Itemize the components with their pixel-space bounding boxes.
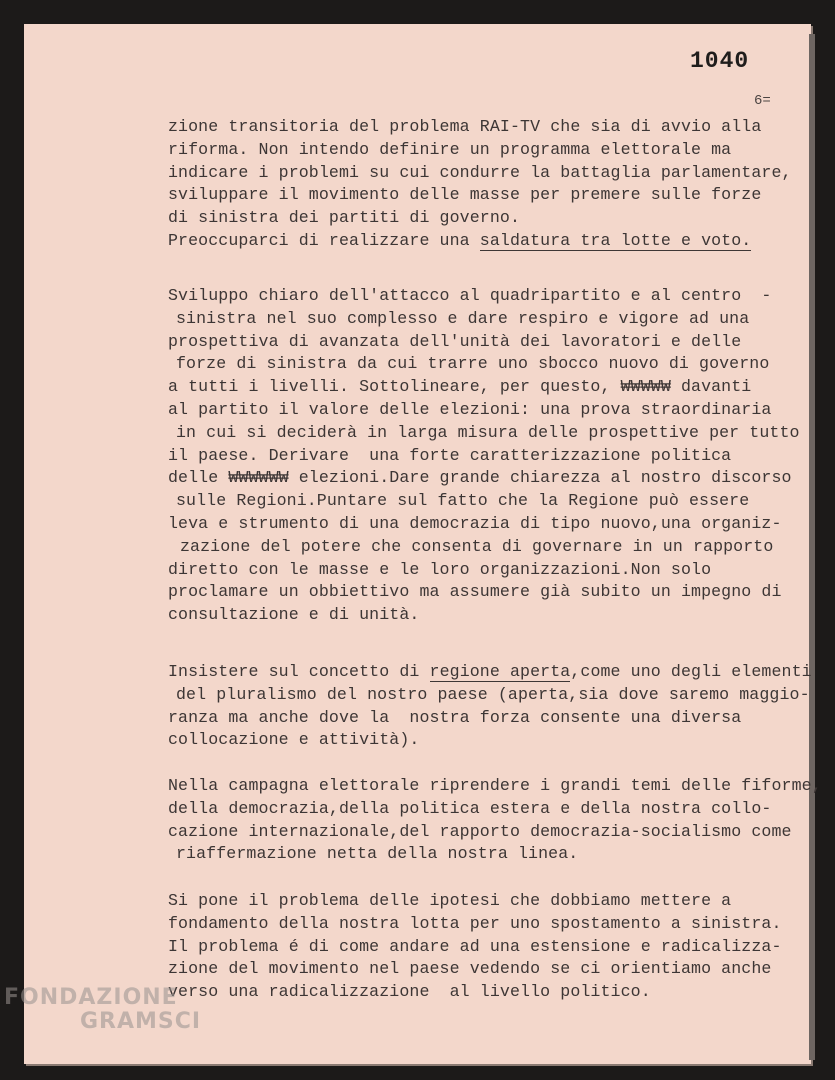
watermark-line: GRAMSCI xyxy=(80,1009,202,1034)
underlined-phrase: regione aperta xyxy=(429,662,571,681)
text-line: sinistra nel suo complesso e dare respiro e vigore ad una xyxy=(176,308,750,328)
text-line: di sinistra dei partiti di governo. xyxy=(168,208,521,228)
text-line: sviluppare il movimento delle masse per premere sulle forze xyxy=(168,185,762,205)
text-line: zione del movimento nel paese vedendo se ci orientiamo anche xyxy=(168,959,772,979)
text-line xyxy=(168,230,751,252)
text-line: Il problema é di come andare ad una estensione e radicalizza- xyxy=(168,936,782,956)
text-line: zione transitoria del problema RAI-TV che sia di avvio alla xyxy=(168,117,762,136)
page-edge xyxy=(809,34,815,1060)
watermark-line: FONDAZIONE xyxy=(4,985,178,1010)
text-line: al partito il valore delle elezioni: una prova straordinaria xyxy=(168,400,772,419)
text-line: fondamento della nostra lotta per uno spostamento a sinistra. xyxy=(168,913,782,933)
text-line xyxy=(168,661,812,683)
sheet-mark: 6= xyxy=(754,93,771,109)
underlined-phrase: saldatura tra lotte e voto. xyxy=(479,231,752,250)
text-line: riforma. Non intendo definire un programma elettorale ma xyxy=(168,139,732,159)
text-line: delle ₩₩₩₩₩₩ elezioni.Dare grande chiarezza al nostro discorso xyxy=(168,468,792,488)
text-line: riaffermazione netta della nostra linea. xyxy=(176,844,579,864)
page-number: 1040 xyxy=(690,48,750,74)
text-line: zazione del potere che consenta di governare in un rapporto xyxy=(180,536,774,556)
text-line: Si pone il problema delle ipotesi che dobbiamo mettere a xyxy=(168,891,732,910)
text-segment: ,come uno degli elementi xyxy=(570,662,812,681)
text-segment: Insistere sul concetto di xyxy=(168,662,430,681)
text-line: ranza ma anche dove la nostra forza consente una diversa xyxy=(168,707,742,727)
text-line: leva e strumento di una democrazia di tipo nuovo,una organiz- xyxy=(168,514,782,533)
text-line: sulle Regioni.Puntare sul fatto che la Regione può essere xyxy=(176,491,750,511)
text-line: Nella campagna elettorale riprendere i grandi temi delle fiforme, xyxy=(168,776,822,795)
text-line: il paese. Derivare una forte caratterizzazione politica xyxy=(168,445,732,465)
text-line: cazione internazionale,del rapporto democrazia-socialismo come xyxy=(168,821,792,841)
text-line: diretto con le masse e le loro organizzazioni.Non solo xyxy=(168,559,712,579)
text-line: Sviluppo chiaro dell'attacco al quadripartito e al centro - xyxy=(168,286,772,305)
text-line: proclamare un obbiettivo ma assumere già subito un impegno di xyxy=(168,582,782,602)
archive-watermark xyxy=(4,986,201,1034)
text-line: forze di sinistra da cui trarre uno sbocco nuovo di governo xyxy=(176,354,770,374)
text-line: collocazione e attività). xyxy=(168,730,420,750)
text-line: indicare i problemi su cui condurre la battaglia parlamentare, xyxy=(168,162,792,182)
text-segment: Preoccuparci di realizzare una xyxy=(168,231,480,250)
text-line: verso una radicalizzazione al livello politico. xyxy=(168,982,651,1002)
text-line: prospettiva di avanzata dell'unità dei lavoratori e delle xyxy=(168,331,742,351)
text-line: a tutti i livelli. Sottolineare, per questo, ₩₩₩₩₩ davanti xyxy=(168,377,752,397)
text-line: consultazione e di unità. xyxy=(168,605,420,625)
text-line: del pluralismo del nostro paese (aperta,sia dove saremo maggio- xyxy=(176,684,810,704)
text-line: in cui si deciderà in larga misura delle prospettive per tutto xyxy=(176,422,800,442)
text-line: della democrazia,della politica estera e della nostra collo- xyxy=(168,798,772,818)
